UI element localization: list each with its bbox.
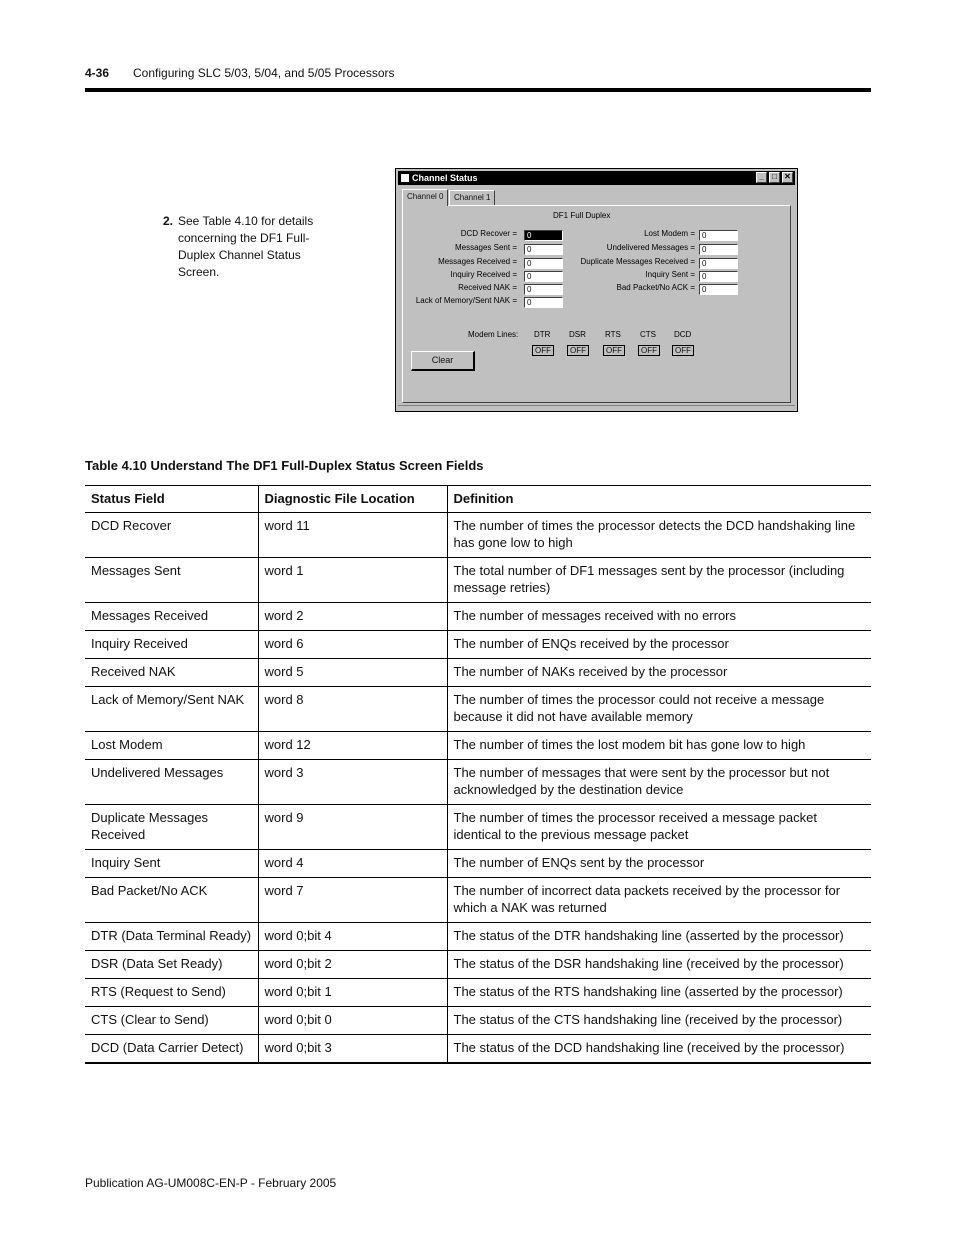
page-number: 4-36 [85,66,110,80]
lack-of-memory-field[interactable]: 0 [524,297,563,308]
cell-definition: The status of the DSR handshaking line (received by the processor) [447,951,871,979]
table-row [85,659,871,687]
rts-label: RTS [605,330,621,339]
cell-location: word 4 [258,850,447,878]
clear-button[interactable]: Clear [411,351,475,371]
table-row [85,923,871,951]
bad-packet-label: Bad Packet/No ACK = [616,283,695,292]
cell-status-field: Duplicate Messages Received [85,805,258,850]
col-header-location: Diagnostic File Location [258,486,447,513]
modem-lines-label: Modem Lines: [468,330,519,339]
cell-definition: The status of the DTR handshaking line (asserted by the processor) [447,923,871,951]
undelivered-messages-field[interactable]: 0 [699,244,738,255]
cell-status-field: Undelivered Messages [85,760,258,805]
cell-status-field: RTS (Request to Send) [85,979,258,1007]
dcd-status: OFF [672,345,694,356]
lost-modem-field[interactable]: 0 [699,230,738,241]
table-row [85,760,871,805]
dialog-title: Channel Status [412,173,478,183]
table-row [85,513,871,558]
dialog-title-bar [398,171,795,185]
cell-definition: The number of messages received with no errors [447,603,871,631]
table-caption: Table 4.10 Understand The DF1 Full-Duplex Status Screen Fields [85,458,484,473]
cell-location: word 0;bit 3 [258,1035,447,1064]
cell-status-field: DSR (Data Set Ready) [85,951,258,979]
cell-location: word 9 [258,805,447,850]
inquiry-received-field[interactable]: 0 [524,271,563,282]
maximize-icon[interactable]: □ [769,172,780,183]
table-header-row [85,486,871,513]
status-fields-table [85,485,871,1064]
dtr-label: DTR [534,330,551,339]
cell-status-field: Received NAK [85,659,258,687]
lack-of-memory-label: Lack of Memory/Sent NAK = [415,296,517,305]
rts-status: OFF [603,345,625,356]
chapter-title: Configuring SLC 5/03, 5/04, and 5/05 Processors [133,66,395,80]
table-row [85,979,871,1007]
dsr-status: OFF [567,345,589,356]
cell-definition: The number of times the processor detects the DCD handshaking line has gone low to high [447,513,871,558]
messages-sent-field[interactable]: 0 [524,244,563,255]
cell-status-field: CTS (Clear to Send) [85,1007,258,1035]
inquiry-sent-field[interactable]: 0 [699,271,738,282]
cell-status-field: Messages Received [85,603,258,631]
cell-location: word 0;bit 0 [258,1007,447,1035]
dsr-label: DSR [569,330,586,339]
duplicate-messages-label: Duplicate Messages Received = [580,257,695,266]
table-row [85,850,871,878]
cell-status-field: DTR (Data Terminal Ready) [85,923,258,951]
received-nak-label: Received NAK = [458,283,517,292]
cell-definition: The number of incorrect data packets received by the processor for which a NAK was returned [447,878,871,923]
dcd-recover-label: DCD Recover = [460,229,517,238]
table-row [85,878,871,923]
inquiry-received-label: Inquiry Received = [450,270,517,279]
cell-status-field: Lack of Memory/Sent NAK [85,687,258,732]
table-row [85,603,871,631]
cell-definition: The total number of DF1 messages sent by the processor (including message retries) [447,558,871,603]
table-row [85,732,871,760]
protocol-heading: DF1 Full Duplex [553,211,611,220]
cell-location: word 12 [258,732,447,760]
cts-status: OFF [638,345,660,356]
cell-definition: The number of times the processor received a message packet identical to the previous message packet [447,805,871,850]
col-header-status-field: Status Field [85,486,258,513]
step-text: See Table 4.10 for details concerning the DF1 Full-Duplex Channel Status Screen. [178,214,314,279]
cell-location: word 3 [258,760,447,805]
cell-definition: The number of NAKs received by the processor [447,659,871,687]
cell-definition: The status of the CTS handshaking line (received by the processor) [447,1007,871,1035]
cell-definition: The number of times the lost modem bit has gone low to high [447,732,871,760]
cell-location: word 0;bit 2 [258,951,447,979]
header-rule [85,88,871,92]
cell-definition: The number of ENQs sent by the processor [447,850,871,878]
cell-status-field: DCD (Data Carrier Detect) [85,1035,258,1064]
cell-status-field: Inquiry Received [85,631,258,659]
undelivered-messages-label: Undelivered Messages = [606,243,695,252]
cell-location: word 0;bit 4 [258,923,447,951]
close-icon[interactable]: ✕ [782,172,793,183]
step-number: 2. [163,214,174,228]
table-body [85,513,871,1064]
cell-definition: The status of the DCD handshaking line (received by the processor) [447,1035,871,1064]
cell-definition: The number of ENQs received by the processor [447,631,871,659]
dcd-recover-field[interactable]: 0 [524,230,563,241]
cell-location: word 5 [258,659,447,687]
cell-status-field: Bad Packet/No ACK [85,878,258,923]
app-icon [401,174,409,182]
messages-received-label: Messages Received = [438,257,517,266]
dtr-status: OFF [532,345,554,356]
table-row [85,1035,871,1064]
cell-location: word 2 [258,603,447,631]
tab-channel-1[interactable]: Channel 1 [449,190,495,205]
tab-panel [402,205,791,403]
cell-definition: The status of the RTS handshaking line (asserted by the processor) [447,979,871,1007]
cell-location: word 1 [258,558,447,603]
bad-packet-field[interactable]: 0 [699,284,738,295]
cell-status-field: Lost Modem [85,732,258,760]
channel-status-dialog [395,168,798,412]
inquiry-sent-label: Inquiry Sent = [645,270,695,279]
duplicate-messages-field[interactable]: 0 [699,258,738,269]
received-nak-field[interactable]: 0 [524,284,563,295]
cell-location: word 6 [258,631,447,659]
table-row [85,805,871,850]
table-row [85,1007,871,1035]
table-row [85,687,871,732]
cell-status-field: Inquiry Sent [85,850,258,878]
cell-location: word 0;bit 1 [258,979,447,1007]
table-row [85,558,871,603]
tab-channel-0[interactable]: Channel 0 [402,189,448,206]
dialog-status-bar [398,405,795,411]
messages-sent-label: Messages Sent = [454,243,517,252]
cell-status-field: DCD Recover [85,513,258,558]
table-row [85,951,871,979]
cell-location: word 7 [258,878,447,923]
table-row [85,631,871,659]
page-header [85,66,871,86]
cell-status-field: Messages Sent [85,558,258,603]
dcd-label: DCD [674,330,692,339]
cts-label: CTS [640,330,656,339]
cell-definition: The number of times the processor could not receive a message because it did not have available memory [447,687,871,732]
minimize-icon[interactable]: _ [756,172,767,183]
cell-location: word 8 [258,687,447,732]
cell-location: word 11 [258,513,447,558]
col-header-definition: Definition [447,486,871,513]
publication-footer: Publication AG-UM008C-EN-P - February 2005 [85,1176,337,1190]
lost-modem-label: Lost Modem = [644,229,695,238]
cell-definition: The number of messages that were sent by the processor but not acknowledged by the destination device [447,760,871,805]
messages-received-field[interactable]: 0 [524,258,563,269]
